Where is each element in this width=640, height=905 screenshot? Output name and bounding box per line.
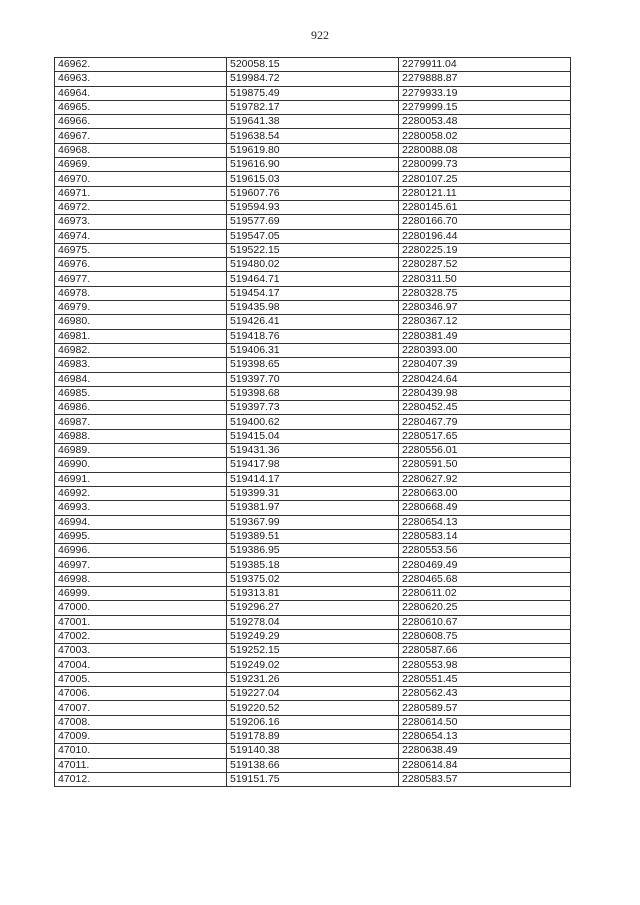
point-number-cell: 46983.: [55, 358, 227, 372]
x-coordinate-cell: 519435.98: [227, 301, 399, 315]
x-coordinate-cell: 519875.49: [227, 86, 399, 100]
x-coordinate-cell: 519607.76: [227, 186, 399, 200]
table-row: [55, 258, 571, 272]
point-number-cell: 46972.: [55, 200, 227, 214]
point-number-cell: 46997.: [55, 558, 227, 572]
point-number-cell: 46988.: [55, 429, 227, 443]
point-number-cell: 46995.: [55, 529, 227, 543]
table-row: [55, 72, 571, 86]
table-row: [55, 458, 571, 472]
coordinates-table: [54, 57, 571, 787]
x-coordinate-cell: 519417.98: [227, 458, 399, 472]
x-coordinate-cell: 519415.04: [227, 429, 399, 443]
point-number-cell: 46973.: [55, 215, 227, 229]
table-row: [55, 658, 571, 672]
y-coordinate-cell: 2280439.98: [399, 386, 571, 400]
table-row: [55, 129, 571, 143]
point-number-cell: 46982.: [55, 343, 227, 357]
point-number-cell: 46989.: [55, 444, 227, 458]
table-row: [55, 358, 571, 372]
x-coordinate-cell: 519619.80: [227, 143, 399, 157]
table-row: [55, 243, 571, 257]
y-coordinate-cell: 2280553.98: [399, 658, 571, 672]
table-row: [55, 501, 571, 515]
y-coordinate-cell: 2280553.56: [399, 544, 571, 558]
table-row: [55, 758, 571, 772]
point-number-cell: 46971.: [55, 186, 227, 200]
table-row: [55, 301, 571, 315]
point-number-cell: 47010.: [55, 744, 227, 758]
y-coordinate-cell: 2280551.45: [399, 672, 571, 686]
point-number-cell: 46986.: [55, 401, 227, 415]
point-number-cell: 47009.: [55, 729, 227, 743]
point-number-cell: 46968.: [55, 143, 227, 157]
point-number-cell: 47002.: [55, 629, 227, 643]
point-number-cell: 46999.: [55, 586, 227, 600]
point-number-cell: 47000.: [55, 601, 227, 615]
point-number-cell: 46970.: [55, 172, 227, 186]
x-coordinate-cell: 519399.31: [227, 486, 399, 500]
x-coordinate-cell: 519249.02: [227, 658, 399, 672]
y-coordinate-cell: 2280638.49: [399, 744, 571, 758]
y-coordinate-cell: 2280562.43: [399, 687, 571, 701]
y-coordinate-cell: 2280611.02: [399, 586, 571, 600]
x-coordinate-cell: 519577.69: [227, 215, 399, 229]
x-coordinate-cell: 519414.17: [227, 472, 399, 486]
y-coordinate-cell: 2280668.49: [399, 501, 571, 515]
y-coordinate-cell: 2280328.75: [399, 286, 571, 300]
table-row: [55, 529, 571, 543]
y-coordinate-cell: 2280589.57: [399, 701, 571, 715]
x-coordinate-cell: 519140.38: [227, 744, 399, 758]
point-number-cell: 46990.: [55, 458, 227, 472]
point-number-cell: 46985.: [55, 386, 227, 400]
x-coordinate-cell: 519782.17: [227, 100, 399, 114]
table-row: [55, 286, 571, 300]
x-coordinate-cell: 519547.05: [227, 229, 399, 243]
table-row: [55, 186, 571, 200]
y-coordinate-cell: 2280311.50: [399, 272, 571, 286]
x-coordinate-cell: 519220.52: [227, 701, 399, 715]
point-number-cell: 46978.: [55, 286, 227, 300]
x-coordinate-cell: 519381.97: [227, 501, 399, 515]
table-row: [55, 644, 571, 658]
x-coordinate-cell: 519389.51: [227, 529, 399, 543]
x-coordinate-cell: 519431.36: [227, 444, 399, 458]
point-number-cell: 47012.: [55, 772, 227, 786]
x-coordinate-cell: 519397.70: [227, 372, 399, 386]
table-row: [55, 572, 571, 586]
x-coordinate-cell: 519984.72: [227, 72, 399, 86]
point-number-cell: 46984.: [55, 372, 227, 386]
table-row: [55, 687, 571, 701]
point-number-cell: 46992.: [55, 486, 227, 500]
x-coordinate-cell: 519641.38: [227, 115, 399, 129]
point-number-cell: 46979.: [55, 301, 227, 315]
x-coordinate-cell: 519454.17: [227, 286, 399, 300]
y-coordinate-cell: 2280225.19: [399, 243, 571, 257]
table-row: [55, 215, 571, 229]
y-coordinate-cell: 2280517.65: [399, 429, 571, 443]
y-coordinate-cell: 2279999.15: [399, 100, 571, 114]
y-coordinate-cell: 2280407.39: [399, 358, 571, 372]
x-coordinate-cell: 519480.02: [227, 258, 399, 272]
table-row: [55, 401, 571, 415]
point-number-cell: 47005.: [55, 672, 227, 686]
table-row: [55, 586, 571, 600]
table-row: [55, 472, 571, 486]
x-coordinate-cell: 519249.29: [227, 629, 399, 643]
table-row: [55, 58, 571, 72]
x-coordinate-cell: 519138.66: [227, 758, 399, 772]
table-row: [55, 429, 571, 443]
y-coordinate-cell: 2280556.01: [399, 444, 571, 458]
table-row: [55, 744, 571, 758]
table-row: [55, 415, 571, 429]
y-coordinate-cell: 2280196.44: [399, 229, 571, 243]
point-number-cell: 46977.: [55, 272, 227, 286]
table-row: [55, 772, 571, 786]
x-coordinate-cell: 519206.16: [227, 715, 399, 729]
y-coordinate-cell: 2280166.70: [399, 215, 571, 229]
point-number-cell: 47011.: [55, 758, 227, 772]
table-row: [55, 143, 571, 157]
page-number: 922: [311, 28, 329, 42]
x-coordinate-cell: 519406.31: [227, 343, 399, 357]
x-coordinate-cell: 519178.89: [227, 729, 399, 743]
y-coordinate-cell: 2279933.19: [399, 86, 571, 100]
x-coordinate-cell: 519426.41: [227, 315, 399, 329]
x-coordinate-cell: 519386.95: [227, 544, 399, 558]
point-number-cell: 46967.: [55, 129, 227, 143]
table-row: [55, 386, 571, 400]
y-coordinate-cell: 2280469.49: [399, 558, 571, 572]
y-coordinate-cell: 2280627.92: [399, 472, 571, 486]
y-coordinate-cell: 2280107.25: [399, 172, 571, 186]
x-coordinate-cell: 519375.02: [227, 572, 399, 586]
y-coordinate-cell: 2279888.87: [399, 72, 571, 86]
point-number-cell: 46965.: [55, 100, 227, 114]
table-row: [55, 486, 571, 500]
point-number-cell: 46993.: [55, 501, 227, 515]
table-row: [55, 444, 571, 458]
y-coordinate-cell: 2280099.73: [399, 158, 571, 172]
table-row: [55, 701, 571, 715]
point-number-cell: 46994.: [55, 515, 227, 529]
table-row: [55, 100, 571, 114]
point-number-cell: 46966.: [55, 115, 227, 129]
x-coordinate-cell: 519296.27: [227, 601, 399, 615]
coordinates-table-body: [55, 58, 571, 787]
y-coordinate-cell: 2280620.25: [399, 601, 571, 615]
y-coordinate-cell: 2280654.13: [399, 515, 571, 529]
table-row: [55, 372, 571, 386]
point-number-cell: 46964.: [55, 86, 227, 100]
table-row: [55, 272, 571, 286]
y-coordinate-cell: 2280614.84: [399, 758, 571, 772]
x-coordinate-cell: 519464.71: [227, 272, 399, 286]
point-number-cell: 46962.: [55, 58, 227, 72]
x-coordinate-cell: 519616.90: [227, 158, 399, 172]
x-coordinate-cell: 519151.75: [227, 772, 399, 786]
point-number-cell: 47008.: [55, 715, 227, 729]
table-row: [55, 315, 571, 329]
x-coordinate-cell: 519398.65: [227, 358, 399, 372]
table-row: [55, 229, 571, 243]
table-row: [55, 172, 571, 186]
y-coordinate-cell: 2280346.97: [399, 301, 571, 315]
y-coordinate-cell: 2280121.11: [399, 186, 571, 200]
point-number-cell: 46998.: [55, 572, 227, 586]
y-coordinate-cell: 2279911.04: [399, 58, 571, 72]
table-row: [55, 729, 571, 743]
y-coordinate-cell: 2280452.45: [399, 401, 571, 415]
y-coordinate-cell: 2280367.12: [399, 315, 571, 329]
y-coordinate-cell: 2280287.52: [399, 258, 571, 272]
point-number-cell: 46969.: [55, 158, 227, 172]
point-number-cell: 46996.: [55, 544, 227, 558]
point-number-cell: 46975.: [55, 243, 227, 257]
x-coordinate-cell: 519231.26: [227, 672, 399, 686]
x-coordinate-cell: 519594.93: [227, 200, 399, 214]
table-row: [55, 629, 571, 643]
x-coordinate-cell: 520058.15: [227, 58, 399, 72]
table-row: [55, 715, 571, 729]
x-coordinate-cell: 519278.04: [227, 615, 399, 629]
table-row: [55, 158, 571, 172]
point-number-cell: 46991.: [55, 472, 227, 486]
x-coordinate-cell: 519397.73: [227, 401, 399, 415]
point-number-cell: 47001.: [55, 615, 227, 629]
x-coordinate-cell: 519418.76: [227, 329, 399, 343]
y-coordinate-cell: 2280591.50: [399, 458, 571, 472]
x-coordinate-cell: 519252.15: [227, 644, 399, 658]
point-number-cell: 46963.: [55, 72, 227, 86]
y-coordinate-cell: 2280145.61: [399, 200, 571, 214]
point-number-cell: 46980.: [55, 315, 227, 329]
y-coordinate-cell: 2280663.00: [399, 486, 571, 500]
x-coordinate-cell: 519227.04: [227, 687, 399, 701]
y-coordinate-cell: 2280053.48: [399, 115, 571, 129]
y-coordinate-cell: 2280610.67: [399, 615, 571, 629]
table-row: [55, 115, 571, 129]
table-row: [55, 672, 571, 686]
y-coordinate-cell: 2280654.13: [399, 729, 571, 743]
y-coordinate-cell: 2280608.75: [399, 629, 571, 643]
table-row: [55, 544, 571, 558]
x-coordinate-cell: 519385.18: [227, 558, 399, 572]
point-number-cell: 46987.: [55, 415, 227, 429]
point-number-cell: 47007.: [55, 701, 227, 715]
point-number-cell: 47003.: [55, 644, 227, 658]
y-coordinate-cell: 2280381.49: [399, 329, 571, 343]
point-number-cell: 47004.: [55, 658, 227, 672]
table-row: [55, 615, 571, 629]
x-coordinate-cell: 519400.62: [227, 415, 399, 429]
y-coordinate-cell: 2280614.50: [399, 715, 571, 729]
x-coordinate-cell: 519615.03: [227, 172, 399, 186]
x-coordinate-cell: 519367.99: [227, 515, 399, 529]
y-coordinate-cell: 2280088.08: [399, 143, 571, 157]
y-coordinate-cell: 2280583.14: [399, 529, 571, 543]
x-coordinate-cell: 519313.81: [227, 586, 399, 600]
x-coordinate-cell: 519638.54: [227, 129, 399, 143]
table-row: [55, 343, 571, 357]
point-number-cell: 46981.: [55, 329, 227, 343]
table-row: [55, 558, 571, 572]
x-coordinate-cell: 519522.15: [227, 243, 399, 257]
point-number-cell: 47006.: [55, 687, 227, 701]
y-coordinate-cell: 2280393.00: [399, 343, 571, 357]
y-coordinate-cell: 2280467.79: [399, 415, 571, 429]
y-coordinate-cell: 2280587.66: [399, 644, 571, 658]
table-row: [55, 601, 571, 615]
y-coordinate-cell: 2280465.68: [399, 572, 571, 586]
y-coordinate-cell: 2280424.64: [399, 372, 571, 386]
point-number-cell: 46976.: [55, 258, 227, 272]
y-coordinate-cell: 2280058.02: [399, 129, 571, 143]
table-row: [55, 515, 571, 529]
table-row: [55, 329, 571, 343]
y-coordinate-cell: 2280583.57: [399, 772, 571, 786]
table-row: [55, 200, 571, 214]
x-coordinate-cell: 519398.68: [227, 386, 399, 400]
table-row: [55, 86, 571, 100]
point-number-cell: 46974.: [55, 229, 227, 243]
